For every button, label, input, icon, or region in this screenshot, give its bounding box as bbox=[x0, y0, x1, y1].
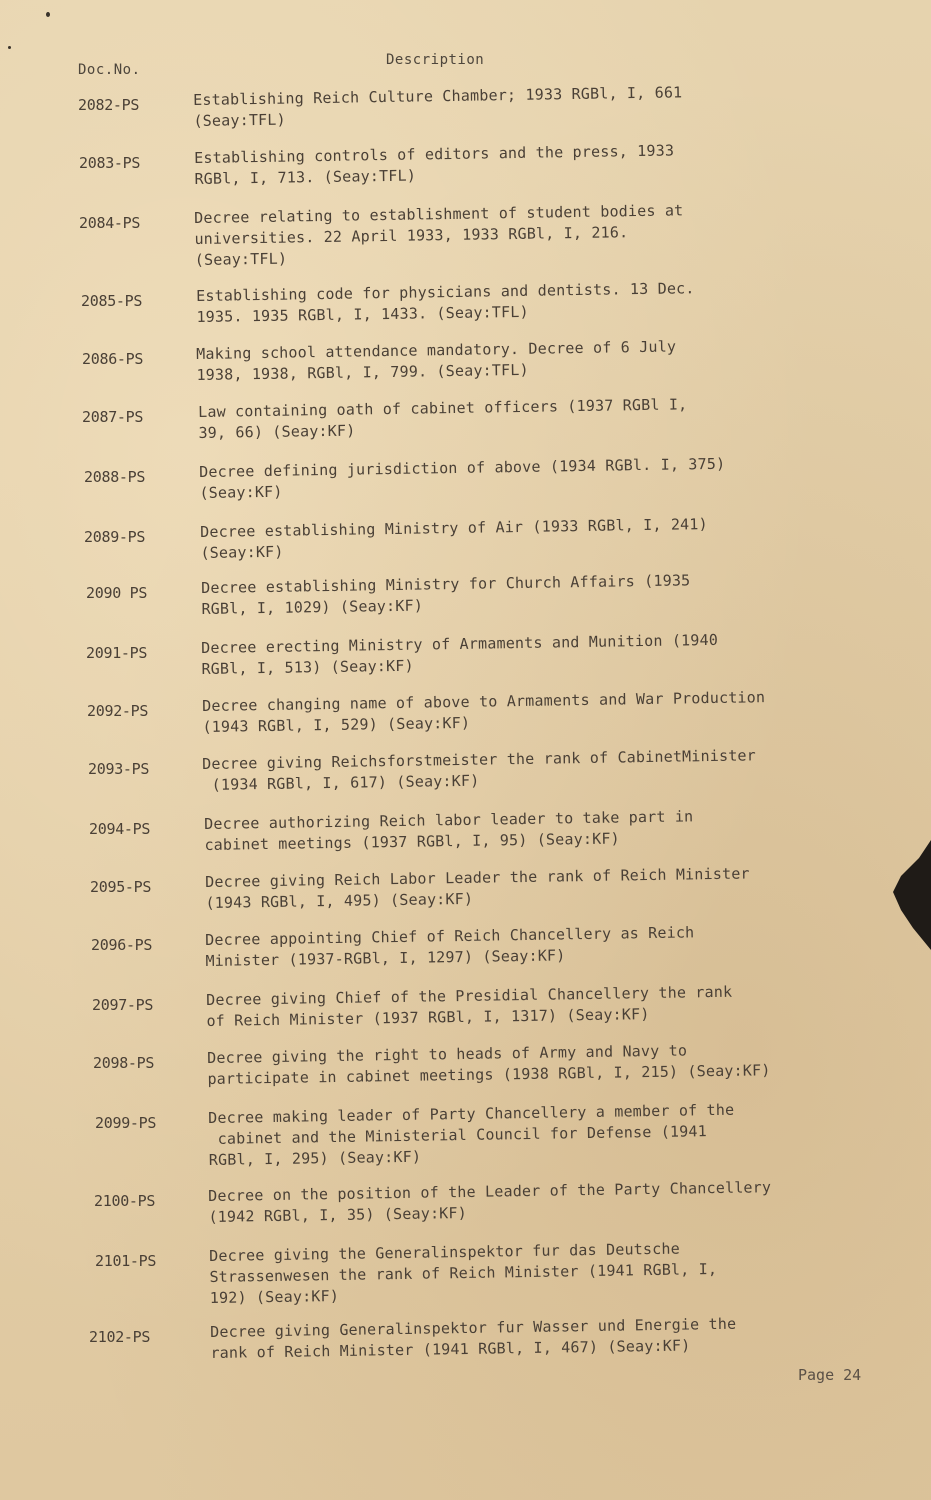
doc-number: 2099-PS bbox=[95, 1114, 157, 1132]
ink-speck bbox=[8, 46, 11, 49]
doc-number: 2101-PS bbox=[95, 1252, 157, 1270]
doc-number: 2083-PS bbox=[79, 154, 141, 172]
description-line: (Seay:KF) bbox=[200, 542, 284, 562]
doc-no-header: Doc.No. bbox=[78, 62, 141, 78]
description-line: Strassenwesen the rank of Reich Minister (1941 RGBl, I, bbox=[209, 1260, 718, 1286]
description-line: Decree giving Chief of the Presidial Chancellery the rank bbox=[206, 982, 733, 1009]
description-line: 1938, 1938, RGBl, I, 799. (Seay:TFL) bbox=[196, 360, 529, 384]
doc-number: 2082-PS bbox=[78, 96, 140, 114]
description-line: cabinet meetings (1937 RGBl, I, 95) (Seay:KF) bbox=[204, 829, 620, 854]
doc-description bbox=[202, 687, 766, 738]
doc-number: 2086-PS bbox=[82, 350, 144, 368]
doc-description bbox=[202, 745, 756, 796]
ink-speck bbox=[46, 12, 50, 17]
description-line: Decree appointing Chief of Reich Chancellery as Reich bbox=[205, 923, 695, 949]
description-line: RGBl, I, 1029) (Seay:KF) bbox=[201, 596, 424, 618]
doc-description bbox=[201, 630, 719, 680]
doc-description bbox=[194, 140, 675, 190]
doc-description bbox=[199, 454, 726, 504]
doc-number: 2087-PS bbox=[82, 408, 144, 426]
description-line: Establishing Reich Culture Chamber; 1933 RGBl, I, 661 bbox=[193, 83, 683, 109]
description-line: Law containing oath of cabinet officers (1937 RGBl I, bbox=[198, 395, 688, 421]
description-line: Decree relating to establishment of student bodies at bbox=[194, 201, 684, 227]
doc-number: 2096-PS bbox=[91, 936, 153, 954]
doc-number: 2091-PS bbox=[86, 644, 148, 662]
doc-description bbox=[207, 1039, 771, 1090]
description-line: (Seay:TFL) bbox=[193, 110, 286, 130]
description-line: Decree giving Reichsforstmeister the rank of CabinetMinister bbox=[202, 746, 757, 773]
doc-description bbox=[193, 82, 683, 132]
description-line: (Seay:TFL) bbox=[194, 249, 288, 269]
description-line: Decree erecting Ministry of Armaments and Munition (1940 bbox=[201, 630, 719, 657]
doc-description bbox=[208, 1100, 735, 1171]
description-line: Minister (1937-RGBl, I, 1297) (Seay:KF) bbox=[205, 946, 566, 970]
doc-description bbox=[206, 982, 733, 1032]
description-line: RGBl, I, 295) (Seay:KF) bbox=[208, 1147, 422, 1169]
description-line: (1943 RGBl, I, 529) (Seay:KF) bbox=[202, 713, 471, 736]
doc-number: 2094-PS bbox=[89, 820, 151, 838]
doc-description bbox=[201, 570, 691, 620]
doc-description bbox=[194, 200, 684, 271]
doc-number: 2092-PS bbox=[87, 702, 149, 720]
description-line: Decree authorizing Reich labor leader to take part in bbox=[204, 807, 694, 833]
description-line: (1934 RGBl, I, 617) (Seay:KF) bbox=[202, 771, 480, 794]
description-line: Decree establishing Ministry of Air (1933 RGBl, I, 241) bbox=[200, 515, 708, 541]
description-line: Making school attendance mandatory. Decree of 6 July bbox=[196, 337, 677, 363]
page-number: Page 24 bbox=[798, 1366, 862, 1384]
description-line: 1935. 1935 RGBl, I, 1433. (Seay:TFL) bbox=[196, 302, 529, 326]
doc-number: 2095-PS bbox=[90, 878, 152, 896]
description-line: Decree on the position of the Leader of the Party Chancellery bbox=[208, 1178, 772, 1205]
description-line: 39, 66) (Seay:KF) bbox=[198, 421, 356, 442]
doc-description bbox=[205, 863, 750, 914]
doc-description bbox=[200, 514, 708, 564]
doc-number: 2090 PS bbox=[86, 584, 148, 602]
description-line: RGBl, I, 713. (Seay:TFL) bbox=[194, 166, 417, 188]
doc-description bbox=[205, 922, 695, 972]
description-line: universities. 22 April 1933, 1933 RGBl, I, 216. bbox=[194, 223, 629, 248]
description-line: Decree giving Generalinspektor fur Wasser und Energie the bbox=[210, 1314, 737, 1341]
doc-description bbox=[209, 1238, 718, 1309]
doc-number: 2089-PS bbox=[84, 528, 146, 546]
description-line: (Seay:KF) bbox=[199, 482, 283, 502]
description-line: Decree giving the right to heads of Army and Navy to bbox=[207, 1041, 688, 1067]
description-line: cabinet and the Ministerial Council for Defense (1941 bbox=[208, 1122, 708, 1148]
description-line: (1943 RGBl, I, 495) (Seay:KF) bbox=[205, 889, 474, 912]
description-line: Decree giving the Generalinspektor fur das Deutsche bbox=[209, 1239, 681, 1265]
doc-description bbox=[196, 336, 677, 386]
description-line: (1942 RGBl, I, 35) (Seay:KF) bbox=[208, 1203, 468, 1226]
doc-description bbox=[198, 394, 688, 444]
torn-edge bbox=[871, 840, 931, 950]
description-line: of Reich Minister (1937 RGBl, I, 1317) (Seay:KF) bbox=[206, 1005, 650, 1030]
description-line: Decree defining jurisdiction of above (1934 RGBl. I, 375) bbox=[199, 454, 726, 481]
description-line: Decree giving Reich Labor Leader the rank of Reich Minister bbox=[205, 864, 750, 891]
doc-description bbox=[208, 1177, 772, 1228]
doc-description bbox=[204, 806, 694, 856]
description-line: Establishing code for physicians and dentists. 13 Dec. bbox=[196, 279, 695, 305]
doc-number: 2088-PS bbox=[84, 468, 146, 486]
description-header: Description bbox=[386, 52, 485, 68]
description-line: rank of Reich Minister (1941 RGBl, I, 467) (Seay:KF) bbox=[210, 1336, 691, 1362]
doc-number: 2093-PS bbox=[88, 760, 150, 778]
doc-number: 2085-PS bbox=[81, 292, 143, 310]
doc-number: 2102-PS bbox=[89, 1328, 151, 1346]
description-line: Decree establishing Ministry for Church Affairs (1935 bbox=[201, 571, 691, 597]
doc-number: 2098-PS bbox=[93, 1054, 155, 1072]
description-line: Decree making leader of Party Chancellery a member of the bbox=[208, 1100, 735, 1127]
description-line: 192) (Seay:KF) bbox=[209, 1286, 340, 1307]
description-line: RGBl, I, 513) (Seay:KF) bbox=[201, 656, 414, 678]
description-line: Decree changing name of above to Armaments and War Production bbox=[202, 688, 766, 715]
description-line: Establishing controls of editors and the press, 1933 bbox=[194, 141, 675, 167]
doc-number: 2100-PS bbox=[94, 1192, 156, 1210]
description-line: participate in cabinet meetings (1938 RGBl, I, 215) (Seay:KF) bbox=[207, 1061, 771, 1088]
doc-description bbox=[196, 278, 695, 328]
doc-number: 2097-PS bbox=[92, 996, 154, 1014]
doc-description bbox=[210, 1314, 737, 1364]
doc-number: 2084-PS bbox=[79, 214, 141, 232]
